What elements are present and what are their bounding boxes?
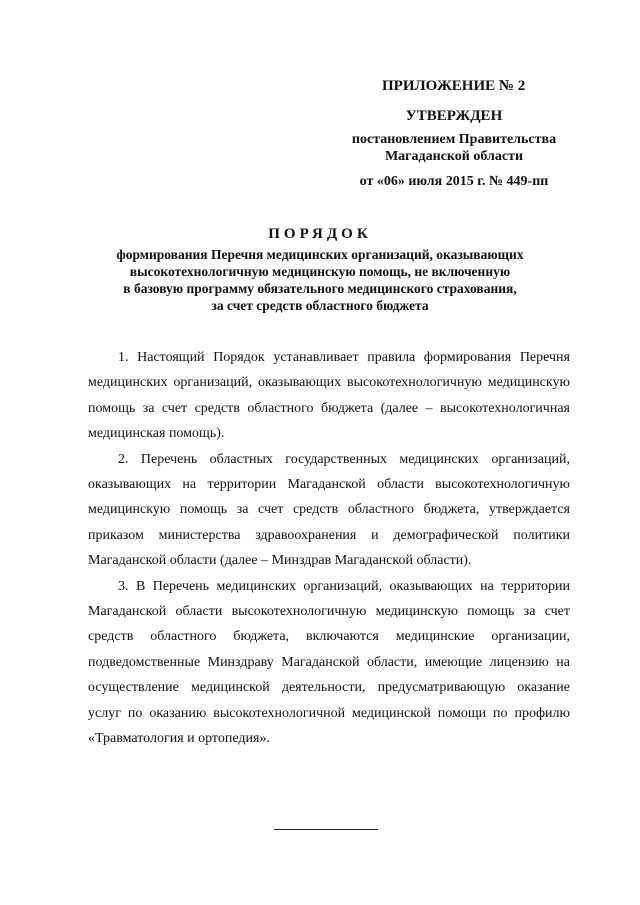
approved-date: от «06» июля 2015 г. № 449-пп [359,174,549,189]
approved-by-line-2: Магаданской области [384,149,524,164]
subtitle-line: высокотехнологичную медицинскую помощь, не включенную [129,264,511,279]
subtitle-line: в базовую программу обязательного медицинского страхования, [123,281,517,296]
paragraph-2: 2. Перечень областных государственных медицинских организаций, оказывающих на территории Магаданской области высокотехнологичную медицинскую помощь за счет средств областного бюджета, утверждается приказом министерства здравоохранения и демографической политики Магаданской области (далее – Минздрав Магаданской области). [88,451,570,569]
document-body [88,345,570,752]
approved-label: УТВЕРЖДЕН [405,108,503,124]
approval-block [338,108,570,190]
closing-rule [274,829,378,830]
document-subtitle [60,246,580,314]
approved-by-line-1: постановлением Правительства [351,132,557,147]
subtitle-line: за счет средств областного бюджета [211,298,429,313]
document-title: ПОРЯДОК [268,226,372,242]
paragraph-3: 3. В Перечень медицинских организаций, оказывающих на территории Магаданской области высокотехнологичную медицинскую помощь за счет средств областного бюджета, включаются медицинские организации, подведомственные Минздраву Магаданской области, имеющие лицензию на осуществление медицинской деятельности, предусматривающую оказание услуг по оказанию высокотехнологичной медицинской помощи по профилю «Травматология и ортопедия». [88,578,570,747]
subtitle-line: формирования Перечня медицинских организаций, оказывающих [116,247,524,262]
paragraph-1: 1. Настоящий Порядок устанавливает правила формирования Перечня медицинских организаций, оказывающих высокотехнологичную медицинскую помощь за счет средств областного бюджета (далее – высокотехнологичная медицинская помощь). [88,350,570,442]
appendix-label: ПРИЛОЖЕНИЕ № 2 [382,78,526,94]
